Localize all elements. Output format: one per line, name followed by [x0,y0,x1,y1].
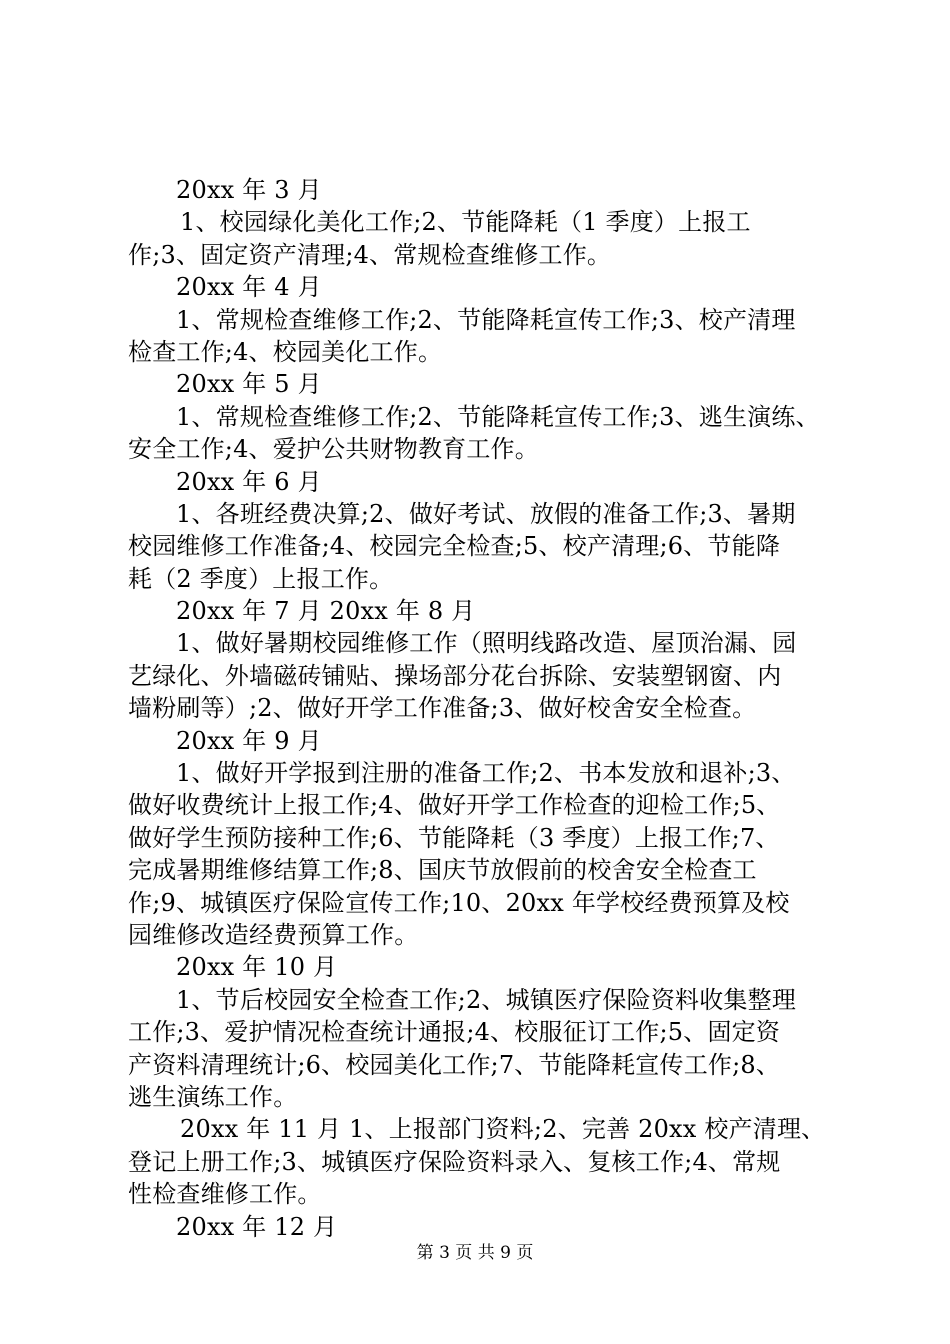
month-heading: 20xx 年 5 月 [176,370,322,399]
month-heading: 20xx 年 6 月 [176,467,322,496]
text-line: 园维修改造经费预算工作。 [128,920,419,949]
document-body [128,174,828,1243]
text-line: 完成暑期维修结算工作;8、国庆节放假前的校舍安全检查工 [128,856,757,885]
text-line: 1、校园绿化美化工作;2、节能降耗（1 季度）上报工 [180,208,751,237]
text-line: 墙粉刷等）;2、做好开学工作准备;3、做好校舍安全检查。 [128,694,757,723]
month-heading: 20xx 年 10 月 [176,953,338,982]
text-line: 逃生演练工作。 [128,1082,298,1111]
text-line: 1、常规检查维修工作;2、节能降耗宣传工作;3、校产清理 [176,305,796,334]
text-line: 耗（2 季度）上报工作。 [128,564,394,593]
text-line: 作;3、固定资产清理;4、常规检查维修工作。 [128,240,612,269]
text-line: 安全工作;4、爱护公共财物教育工作。 [128,435,539,464]
text-line: 工作;3、爱护情况检查统计通报;4、校服征订工作;5、固定资 [128,1018,781,1047]
month-heading: 20xx 年 7 月 20xx 年 8 月 [176,597,476,626]
text-line: 性检查维修工作。 [128,1180,322,1209]
page-footer: 第 3 页 共 9 页 [416,1243,534,1263]
text-line: 校园维修工作准备;4、校园完全检查;5、校产清理;6、节能降 [128,532,781,561]
text-line: 登记上册工作;3、城镇医疗保险资料录入、复核工作;4、常规 [128,1147,781,1176]
text-line: 检查工作;4、校园美化工作。 [128,337,443,366]
text-line: 1、各班经费决算;2、做好考试、放假的准备工作;3、暑期 [176,499,796,528]
text-line: 1、常规检查维修工作;2、节能降耗宣传工作;3、逃生演练、 [176,402,820,431]
text-line: 作;9、城镇医疗保险宣传工作;10、20xx 年学校经费预算及校 [128,888,790,917]
text-line: 20xx 年 11 月 1、上报部门资料;2、完善 20xx 校产清理、 [180,1115,826,1144]
text-line: 做好收费统计上报工作;4、做好开学工作检查的迎检工作;5、 [128,791,781,820]
text-line: 艺绿化、外墙磁砖铺贴、操场部分花台拆除、安装塑钢窗、内 [128,661,782,690]
month-heading: 20xx 年 9 月 [176,726,322,755]
text-line: 1、做好开学报到注册的准备工作;2、书本发放和退补;3、 [176,759,796,788]
month-heading: 20xx 年 4 月 [176,273,322,302]
text-line: 产资料清理统计;6、校园美化工作;7、节能降耗宣传工作;8、 [128,1050,781,1079]
month-heading: 20xx 年 12 月 [176,1212,338,1241]
month-heading: 20xx 年 3 月 [176,176,322,204]
text-line: 1、节后校园安全检查工作;2、城镇医疗保险资料收集整理 [176,985,797,1014]
text-line: 做好学生预防接种工作;6、节能降耗（3 季度）上报工作;7、 [128,823,780,852]
text-line: 1、做好暑期校园维修工作（照明线路改造、屋顶治漏、园 [176,629,797,658]
